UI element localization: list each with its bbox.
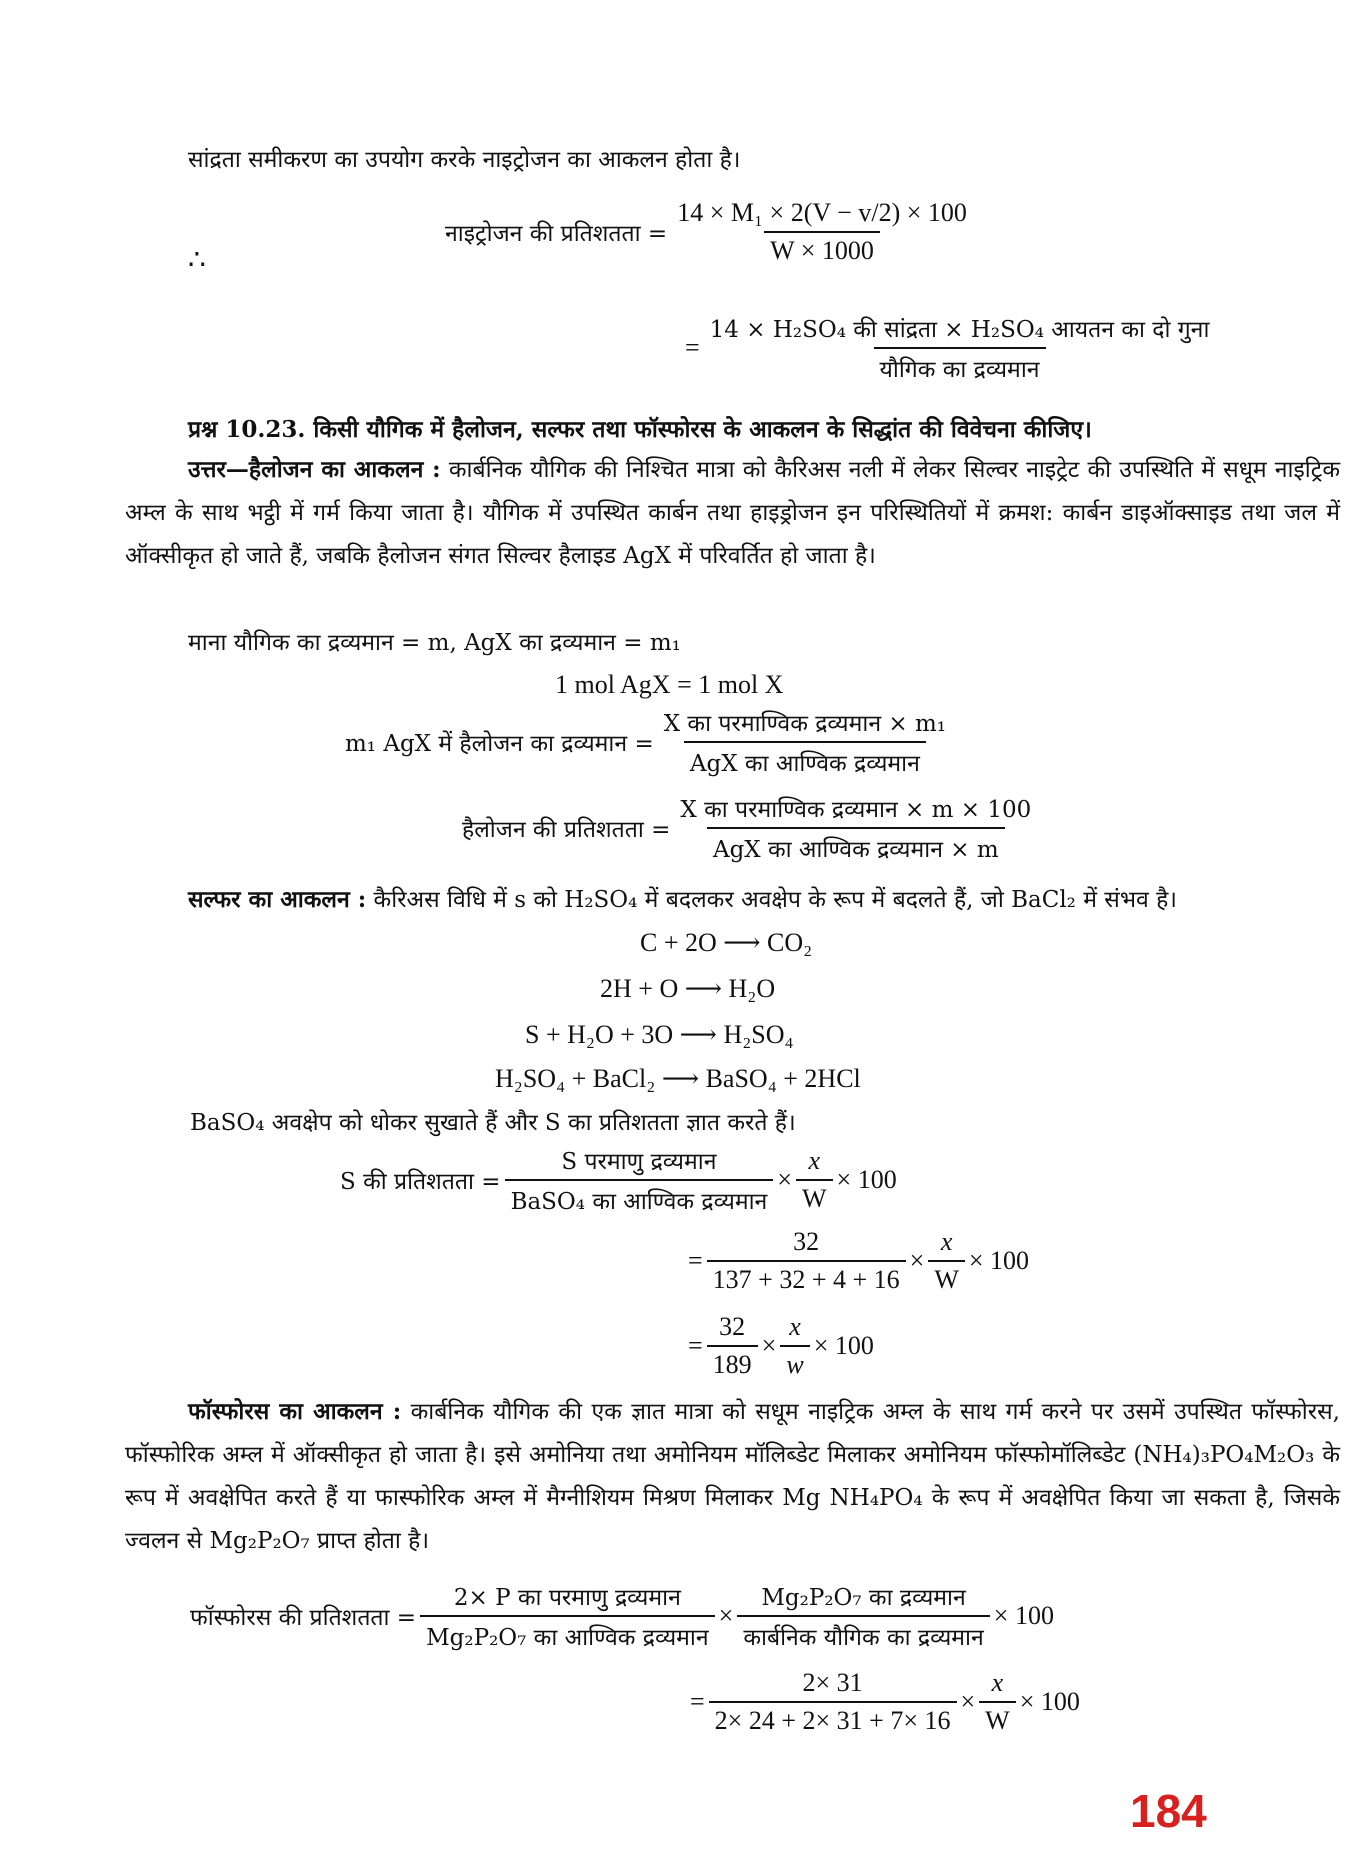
nitrogen-numerator: 14 × M₁ × 2(V − v/2) × 100 xyxy=(677,198,967,227)
phosphorus-text: कार्बनिक यौगिक की एक ज्ञात मात्रा को सधूम नाइट्रिक अम्ल के साथ गर्म करने पर उसमें उपस्थित फॉस्फोरस, फॉस्फोरिक अम्ल में ऑक्सीकृत हो जाता है। इसे अमोनिया तथा अमोनियम मॉलिब्डेट मिलाकर अमोनियम फॉस्फोमॉलिब्डेट (NH₄)₃PO₄M₂O₃ के रूप में अवक्षेपित करते हैं या फास्फोरिक अम्ल में मैग्नीशियम मिश्रण मिलाकर Mg NH₄PO₄ के रूप में अवक्षेपित किया जा सकता है, जिसके ज्वलन से Mg₂P₂O₇ प्राप्त होता है। xyxy=(125,1399,1340,1554)
nitrogen-fraction-alt xyxy=(704,312,1216,384)
halogen-mass-denominator: AgX का आण्विक द्रव्यमान xyxy=(684,741,926,778)
nitrogen-label: नाइट्रोजन की प्रतिशतता = xyxy=(445,221,668,247)
equals-sign: = xyxy=(685,333,700,362)
phosphorus-fraction-2 xyxy=(737,1580,989,1652)
sulphur-fraction-1 xyxy=(505,1144,774,1216)
phosphorus-f1-denominator: Mg₂P₂O₇ का आण्विक द्रव्यमान xyxy=(420,1615,715,1652)
phosphorus-lead: फॉस्फोरस का आकलन : xyxy=(188,1398,402,1425)
halogen-pct-formula xyxy=(462,792,1041,864)
sulphur-x-over-w-2 xyxy=(928,1227,965,1295)
sulphur-x-over-w-1 xyxy=(796,1146,833,1214)
sulphur-eq-4: H₂SO₄ + BaCl₂ ⟶ BaSO₄ + 2HCl xyxy=(495,1064,861,1093)
nitrogen-formula-alt xyxy=(685,312,1219,384)
times-100: × 100 xyxy=(993,1601,1054,1630)
halogen-lead: उत्तर—हैलोजन का आकलन : xyxy=(188,456,441,483)
sulphur-wash: BaSO₄ अवक्षेप को धोकर सुखाते हैं और S का प्रतिशतता ज्ञात करते हैं। xyxy=(190,1110,796,1136)
sulphur-fraction-2 xyxy=(707,1227,906,1295)
nitrogen-formula xyxy=(445,198,977,266)
halogen-mol: 1 mol AgX = 1 mol X xyxy=(555,670,784,699)
times-100: × 100 xyxy=(968,1246,1030,1275)
phosphorus-fraction-3 xyxy=(709,1668,957,1736)
times-sign: × xyxy=(909,1246,925,1275)
phosphorus-f2-denominator: कार्बनिक यौगिक का द्रव्यमान xyxy=(737,1615,989,1652)
halogen-pct-denominator: AgX का आण्विक द्रव्यमान × m xyxy=(707,827,1005,864)
nitrogen-denominator: W × 1000 xyxy=(764,231,880,266)
times-100: × 100 xyxy=(836,1165,897,1194)
sulphur-text: कैरिअस विधि में s को H₂SO₄ में बदलकर अवक्षेप के रूप में बदलते हैं, जो BaCl₂ में संभव है। xyxy=(373,887,1178,913)
phosphorus-f3-numerator: 2× 31 xyxy=(802,1668,863,1697)
w-small-symbol: w xyxy=(780,1345,809,1380)
times-sign: × xyxy=(761,1331,777,1360)
halogen-assume: माना यौगिक का द्रव्यमान = m, AgX का द्रव्यमान = m₁ xyxy=(188,630,681,656)
phosphorus-f3-denominator: 2× 24 + 2× 31 + 7× 16 xyxy=(709,1701,957,1736)
equals-sign: = xyxy=(688,1246,703,1275)
times-sign: × xyxy=(960,1687,976,1716)
page-number: 184 xyxy=(1130,1785,1207,1837)
sulphur-step-2 xyxy=(688,1227,1029,1295)
sulphur-f1-numerator: S परमाणु द्रव्यमान xyxy=(561,1149,717,1175)
w-symbol: W xyxy=(796,1179,833,1214)
sulphur-pct-formula xyxy=(340,1144,897,1216)
w-symbol: W xyxy=(928,1260,965,1295)
phosphorus-f2-numerator: Mg₂P₂O₇ का द्रव्यमान xyxy=(761,1585,966,1611)
x-symbol: x xyxy=(789,1312,801,1341)
sulphur-eq-1: C + 2O ⟶ CO₂ xyxy=(640,928,813,957)
x-symbol: x xyxy=(940,1227,953,1256)
times-100: × 100 xyxy=(813,1331,874,1360)
question-heading: प्रश्न 10.23. किसी यौगिक में हैलोजन, सल्फर तथा फॉस्फोरस के आकलन के सिद्धांत की विवेचना कीजिए। xyxy=(188,416,1092,443)
halogen-pct-numerator: X का परमाण्विक द्रव्यमान × m × 100 xyxy=(680,797,1032,823)
nitrogen-alt-numerator: 14 × H₂SO₄ की सांद्रता × H₂SO₄ आयतन का दो गुना xyxy=(709,317,1210,343)
times-sign: × xyxy=(777,1165,792,1194)
sulphur-lead: सल्फर का आकलन : xyxy=(188,886,367,913)
sulphur-step-3 xyxy=(688,1312,874,1380)
halogen-paragraph xyxy=(125,448,1340,578)
halogen-mass-label: m₁ AgX में हैलोजन का द्रव्यमान = xyxy=(345,731,654,757)
equals-sign: = xyxy=(690,1687,705,1716)
halogen-mass-numerator: X का परमाण्विक द्रव्यमान × m₁ xyxy=(663,711,947,737)
sulphur-f3-denominator: 189 xyxy=(707,1345,758,1380)
phosphorus-step-2 xyxy=(690,1668,1080,1736)
phosphorus-fraction-1 xyxy=(420,1580,715,1652)
sulphur-f2-numerator: 32 xyxy=(793,1227,820,1256)
phosphorus-f1-numerator: 2× P का परमाणु द्रव्यमान xyxy=(453,1585,681,1611)
halogen-mass-fraction xyxy=(658,706,952,778)
halogen-pct-label: हैलोजन की प्रतिशतता = xyxy=(462,817,671,843)
intro-line: सांद्रता समीकरण का उपयोग करके नाइट्रोजन का आकलन होता है। xyxy=(188,147,741,173)
phosphorus-pct-label: फॉस्फोरस की प्रतिशतता = xyxy=(190,1605,417,1631)
sulphur-eq-2: 2H + O ⟶ H₂O xyxy=(600,974,776,1003)
x-symbol: x xyxy=(991,1668,1004,1697)
nitrogen-fraction xyxy=(671,198,973,266)
halogen-mass-formula xyxy=(345,706,956,778)
sulphur-pct-label: S की प्रतिशतता = xyxy=(340,1169,501,1195)
sulphur-f1-denominator: BaSO₄ का आण्विक द्रव्यमान xyxy=(505,1179,774,1216)
halogen-text: कार्बनिक यौगिक की निश्चित मात्रा को कैरिअस नली में लेकर सिल्वर नाइट्रेट की उपस्थिति में सधूम नाइट्रिक अम्ल के साथ भट्ठी में गर्म किया जाता है। यौगिक में उपस्थित कार्बन तथा हाइड्रोजन इन परिस्थितियों में क्रमश: कार्बन डाइऑक्साइड तथा जल में ऑक्सीकृत हो जाते हैं, जबकि हैलोजन संगत सिल्वर हैलाइड AgX में परिवर्तित हो जाता है। xyxy=(125,457,1341,569)
sulphur-x-over-w-3 xyxy=(780,1312,809,1380)
sulphur-f3-numerator: 32 xyxy=(719,1312,746,1341)
w-symbol: W xyxy=(979,1701,1016,1736)
sulphur-f2-denominator: 137 + 32 + 4 + 16 xyxy=(707,1260,906,1295)
times-100: × 100 xyxy=(1019,1687,1080,1716)
equals-sign: = xyxy=(688,1331,703,1360)
x-symbol: x xyxy=(808,1146,821,1175)
phosphorus-paragraph xyxy=(125,1390,1340,1563)
halogen-pct-fraction xyxy=(674,792,1037,864)
sulphur-eq-3: S + H₂O + 3O ⟶ H₂SO₄ xyxy=(525,1020,794,1049)
phosphorus-pct-formula xyxy=(190,1580,1054,1652)
nitrogen-alt-denominator: यौगिक का द्रव्यमान xyxy=(874,347,1046,384)
therefore-symbol: ∴ xyxy=(188,243,206,276)
phosphorus-x-over-w xyxy=(979,1668,1016,1736)
sulphur-fraction-3 xyxy=(707,1312,758,1380)
times-sign: × xyxy=(718,1601,734,1630)
sulphur-line xyxy=(188,885,1177,915)
